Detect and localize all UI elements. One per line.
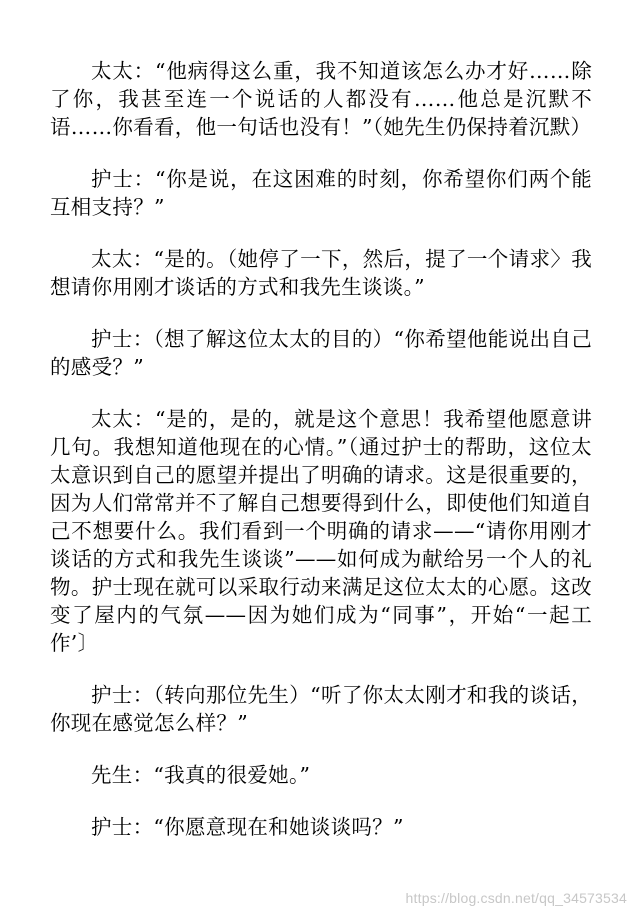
- dialogue-paragraph: 护士：（转向那位先生）“听了你太太刚才和我的谈话，你现在感觉怎么样？”: [50, 683, 592, 735]
- document-body: [50, 57, 592, 841]
- dialogue-paragraph: 先生：“我真的很爱她。”: [91, 763, 311, 787]
- dialogue-paragraph: 护士：“你愿意现在和她谈谈吗？”: [91, 815, 404, 839]
- dialogue-paragraph: 太太：“他病得这么重，我不知道该怎么办才好……除了你，我甚至连一个说话的人都没有……他总是沉默不语……你看看，他一句话也没有！”（她先生仍保持着沉默）: [50, 59, 592, 139]
- dialogue-paragraph: 护士：“你是说，在这困难的时刻，你希望你们两个能互相支持？”: [50, 167, 592, 219]
- dialogue-paragraph: 太太：“是的，是的，就是这个意思！我希望他愿意讲几句。我想知道他现在的心情。”（通过护士的帮助，这位太太意识到自己的愿望并提出了明确的请求。这是很重要的，因为人们常常并不了解自己想要得到什么，即使他们知道自己不想要什么。我们看到一个明确的请求——“请你用刚才谈话的方式和我先生谈谈”——如何成为献给另一个人的礼物。护士现在就可以采取行动来满足这位太太的心愿。这改变了屋内的气氛——因为她们成为“同事”，开始“一起工作’〕: [50, 407, 592, 655]
- source-watermark: https://blog.csdn.net/qq_34573534: [405, 890, 627, 906]
- dialogue-paragraph: 护士：（想了解这位太太的目的）“你希望他能说出自己的感受？”: [50, 327, 592, 379]
- dialogue-paragraph: 太太：“是的。（她停了一下，然后，提了一个请求〉我想请你用刚才谈话的方式和我先生谈谈。”: [50, 247, 592, 299]
